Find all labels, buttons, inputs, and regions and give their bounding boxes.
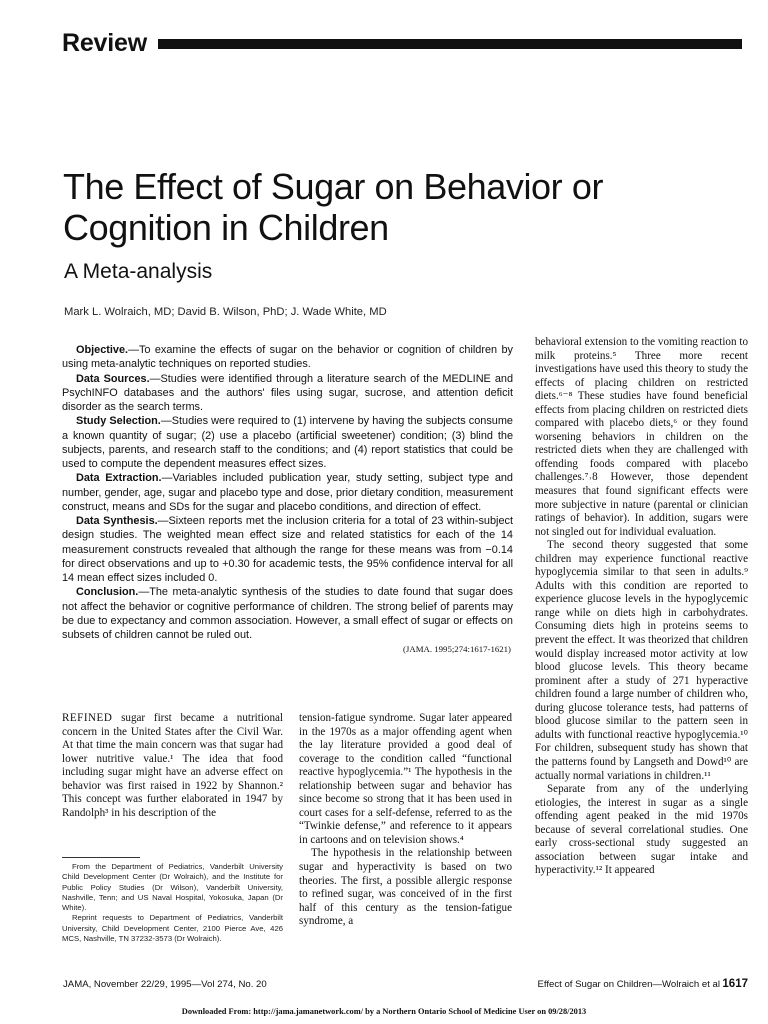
body-paragraph: The second theory suggested that some children may experience functional reactive hypoglycemia similar to that seen in adults.⁹ Adults with this condition are reported to experience glucose levels in the hypoglycemic range while on diets high in carbohydrates. Consuming diets high in proteins seems to prevent the effect. It was theorized that children would display increased motor activity at low blood glucose levels. This theory became prominent after a study of 271 hyperactive children found a large number of children who, during glucose tolerance tests, had patterns of blood glucose similar to the pattern seen in adults with functional reactive hypoglycemia.¹⁰ For children, subsequent study has shown that the patterns found by Langseth and Dowd¹⁰ are actually normal variations in children.¹¹ (535, 539, 748, 782)
abstract-text: —The meta-analytic synthesis of the studies to date found that sugar does not affect the behavior or cognitive performance of children. The strong belief of parents may be due to expectancy and common association. However, a small effect of sugar or effects on subsets of children cannot be ruled out. (62, 586, 513, 641)
body-paragraph: The hypothesis in the relationship between sugar and hyperactivity is based on two theories. The first, a possible allergic response to refined sugar, was conceived of in the first half of this century as the tension-fatigue syndrome, a (299, 847, 512, 928)
author-list: Mark L. Wolraich, MD; David B. Wilson, PhD; J. Wade White, MD (64, 306, 387, 318)
abstract-text: —Sixteen reports met the inclusion criteria for a total of 23 within-subject design studies. The weighted mean effect size and related statistics for each of the 14 measurement constructs revealed that although the range for these means was from −0.14 for direct observations and up to +0.30 for academic tests, the 95% confidence interval for all 14 mean effect sizes included 0. (62, 515, 513, 584)
abstract-heading: Conclusion. (76, 586, 139, 599)
abstract-text: —To examine the effects of sugar on the behavior or cognition of children by using meta-analytic techniques on reported studies. (62, 344, 513, 371)
journal-issue: JAMA, November 22/29, 1995—Vol 274, No. 20 (63, 979, 267, 990)
body-paragraph: behavioral extension to the vomiting reaction to milk proteins.⁵ Three more recent investigations have used this theory to study the effects of placing children on restricted diets.⁶⁻⁸ These studies have found beneficial effects from placing children on restricted diets compared with placebo diets,⁶ or they found worsening behaviors in children on the restricted diets when they are challenged with offending foods compared with placebo challenges.⁷˒8 However, those dependent measures that found significant effects were more subjective in nature (parental or clinician ratings of behavior). In addition, sugars were not singled out for individual evaluation. (535, 336, 748, 538)
body-column-3 (535, 336, 748, 878)
abstract-study-selection (62, 414, 513, 471)
abstract-text: —Variables included publication year, study setting, subject type and number, gender, age, sugar and placebo type and dose, prior dietary condition, measurement construct, means and SDs for the sugar and placebo conditions, and direction of effect. (62, 472, 513, 513)
author-footnote (62, 862, 283, 944)
abstract-data-synthesis (62, 514, 513, 585)
body-paragraph: tension-fatigue syndrome. Sugar later appeared in the 1970s as a major offending agent when the lay literature provided a good deal of coverage to the condition called “functional reactive hypoglycemia.”¹ The hypothesis in the relationship between sugar and behavior has since become so strong that it has been used in court cases for a self-defense, referred to as the “Twinkie defense,” and reference to it appears in cartoons and on television shows.⁴ (299, 712, 512, 846)
abstract-objective (62, 343, 513, 372)
body-text: sugar first became a nutritional concern in the United States after the Civil War. At that time the main concern was that sugar had lower nutritive value.¹ The idea that food including sugar might have an adverse effect on behavior was first raised in 1922 by Shannon.² This concept was further elaborated in 1947 by Randolph³ in his description of the (62, 712, 283, 819)
abstract-heading: Objective. (76, 344, 129, 356)
body-paragraph (62, 712, 283, 820)
abstract-text: —Studies were identified through a literature search of the MEDLINE and PsychINFO databases and the authors' files using sugar, sucrose, and attention deficit disorder as the search terms. (62, 372, 513, 413)
abstract-conclusion (62, 585, 513, 642)
reprint-note: Reprint requests to Department of Pediatrics, Vanderbilt University, Child Development Center, 2100 Pierce Ave, 426 MCS, Nashville, TN 37232-3573 (Dr Wolraich). (62, 913, 283, 944)
section-label: Review (62, 29, 147, 57)
page-number: 1617 (722, 978, 748, 990)
running-title: Effect of Sugar on Children—Wolraich et al (537, 979, 720, 990)
body-column-1 (62, 712, 283, 820)
download-notice: Downloaded From: http://jama.jamanetwork.com/ by a Northern Ontario School of Medicine User on 09/28/2013 (181, 1007, 587, 1016)
abstract (62, 343, 513, 655)
abstract-heading: Data Extraction. (76, 472, 162, 485)
section-header (62, 28, 744, 60)
journal-citation: (JAMA. 1995;274:1617-1621) (402, 644, 511, 655)
lead-word: REFINED (62, 712, 113, 724)
article-subtitle: A Meta-analysis (64, 260, 213, 283)
body-column-2 (299, 712, 512, 929)
abstract-data-extraction (62, 471, 513, 514)
abstract-heading: Data Synthesis. (76, 515, 158, 527)
abstract-heading: Study Selection. (76, 415, 161, 428)
section-rule (158, 39, 742, 49)
footnote-rule (62, 857, 140, 858)
body-paragraph: Separate from any of the underlying etiologies, the interest in sugar as a single offending agent peaked in the mid 1970s because of several correlational studies. One early cross-sectional study suggested an association between sugar intake and hyperactivity.¹² It appeared (535, 783, 748, 877)
article-title: The Effect of Sugar on Behavior or Cognition in Children (63, 166, 604, 248)
abstract-text: —Studies were required to (1) intervene by having the subjects consume a known quantity of sugar; (2) use a placebo (artificial sweetener) condition; (3) blind the subjects, parents, and research staff to the conditions; and (4) report statistics that could be used to compute the dependent measures effect sizes. (62, 415, 513, 470)
affiliation-note: From the Department of Pediatrics, Vanderbilt University Child Development Center (Dr Wolraich), and the Institute for Public Policy Studies (Dr Wilson), Vanderbilt University, Nashville, Tenn; and US Naval Hospital, Yokosuka, Japan (Dr White). (62, 862, 283, 913)
abstract-heading: Data Sources. (76, 372, 150, 385)
page-footer (63, 978, 748, 994)
abstract-data-sources (62, 372, 513, 415)
